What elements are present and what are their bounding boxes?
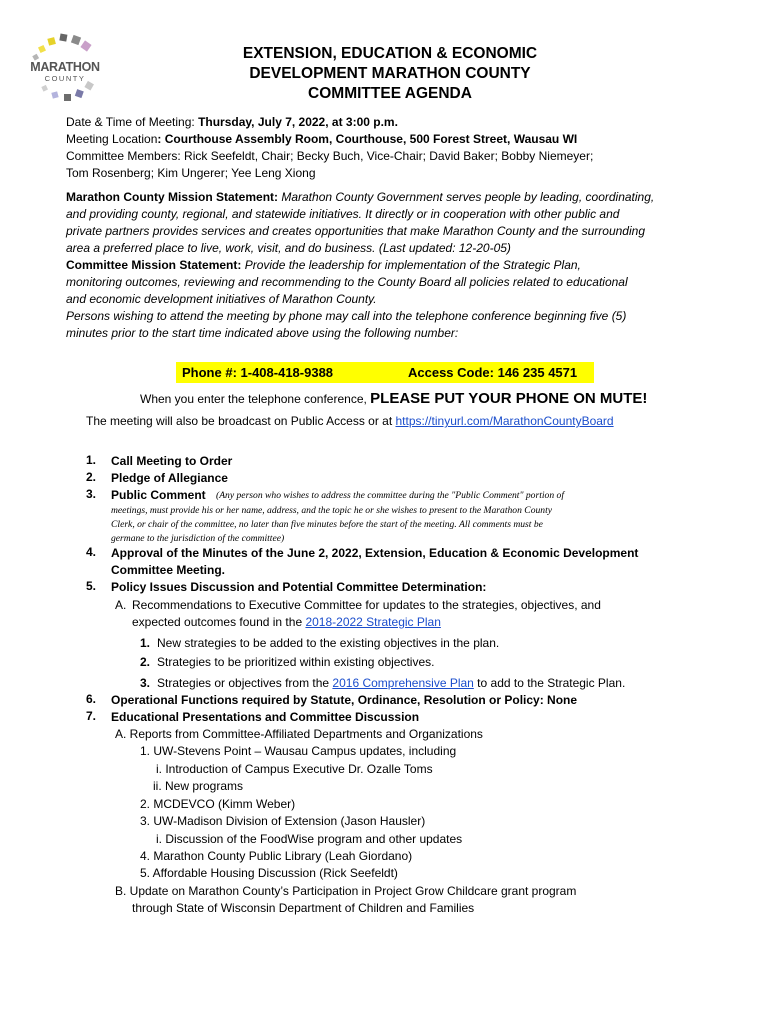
sub-item-reports: A. Reports from Committee-Affiliated Departments and Organizations [115, 727, 483, 741]
comprehensive-plan-link[interactable]: 2016 Comprehensive Plan [332, 676, 474, 690]
public-comment-note: Clerk, or chair of the committee, no later than five minutes before the start of the meeting. All comments must be [111, 519, 543, 530]
page-title [200, 44, 580, 104]
county-mission-text: and providing county, regional, and statewide initiatives. It directly or in cooperation with other public and [66, 207, 620, 221]
location-value: : Courthouse Assembly Room, Courthouse, 500 Forest Street, Wausau WI [157, 132, 578, 146]
marathon-county-logo [20, 30, 110, 108]
phone-info [176, 362, 594, 383]
item-number: 6. [86, 692, 97, 706]
strategy-text: Strategies or objectives from the [157, 676, 333, 690]
sub-item-text: expected outcomes found in the [132, 615, 306, 629]
title-line: COMMITTEE AGENDA [308, 85, 472, 102]
agenda-item-pledge: Pledge of Allegiance [111, 471, 228, 485]
mute-emphasis: PLEASE PUT YOUR PHONE ON MUTE! [370, 390, 648, 407]
committee-members: Committee Members: Rick Seefeldt, Chair; Becky Buch, Vice-Chair; David Baker; Bobby Niemeyer; [66, 149, 594, 163]
date-value: Thursday, July 7, 2022, at 3:00 p.m. [198, 115, 398, 129]
agenda-item-presentations: Educational Presentations and Committee Discussion [111, 710, 420, 724]
mission-statements [66, 189, 756, 342]
strategy-item: Strategies to be prioritized within existing objectives. [157, 655, 435, 669]
meeting-location [66, 131, 756, 148]
county-mission-text: area a preferred place to live, work, visit, and do business. (Last updated: 12-20-05) [66, 241, 511, 255]
strategy-item: New strategies to be added to the existing objectives in the plan. [157, 636, 500, 650]
agenda-item-operational: Operational Functions required by Statute, Ordinance, Resolution or Policy: None [111, 693, 578, 707]
logo-sub: COUNTY [44, 74, 86, 83]
item-number: 1. [86, 453, 97, 467]
committee-members-cont: Tom Rosenberg; Kim Ungerer; Yee Leng Xiong [66, 166, 316, 180]
report-item: 2. MCDEVCO (Kimm Weber) [140, 797, 296, 811]
strategy-number: 3. [140, 676, 151, 690]
county-mission [66, 189, 756, 206]
agenda-item-public-comment: Public Comment [111, 488, 206, 502]
phone-instructions: Persons wishing to attend the meeting by phone may call into the telephone conference beginning five (5) [66, 309, 627, 323]
public-comment-note: germane to the jurisdiction of the committee) [111, 533, 285, 544]
item-number: 2. [86, 470, 97, 484]
committee-mission-text: Provide the leadership for implementation of the Strategic Plan, [244, 258, 581, 272]
date-label: Date & Time of Meeting: [66, 115, 199, 129]
sub-item-label: A. [115, 598, 127, 612]
agenda-item-call-to-order: Call Meeting to Order [111, 454, 233, 468]
broadcast-link[interactable]: https://tinyurl.com/MarathonCountyBoard [395, 414, 614, 428]
item-number: 5. [86, 579, 97, 593]
county-mission-text: Marathon County Government serves people by leading, coordinating, [281, 190, 655, 204]
strategy-number: 1. [140, 636, 151, 650]
phone-instructions: minutes prior to the start time indicated above using the following number: [66, 326, 459, 340]
sub-item-recommendations-cont [132, 614, 441, 631]
county-mission-text: private partners provides services and creates opportunities that make Marathon County and the surrounding [66, 224, 645, 238]
agenda-item-policy: Policy Issues Discussion and Potential Committee Determination: [111, 580, 487, 594]
location-label: Meeting Location [66, 132, 158, 146]
agenda-item-minutes-cont: Committee Meeting. [111, 563, 226, 577]
item-number: 4. [86, 545, 97, 559]
public-comment-note: meetings, must provide his or her name, address, and the topic he or she wishes to present to the Marathon County [111, 505, 553, 516]
item-number: 3. [86, 487, 97, 501]
broadcast-notice [86, 414, 614, 428]
broadcast-prefix: The meeting will also be broadcast on Public Access or at [86, 414, 396, 428]
report-item: 5. Affordable Housing Discussion (Rick Seefeldt) [140, 866, 398, 880]
strategy-text: to add to the Strategic Plan. [473, 676, 626, 690]
county-mission-label: Marathon County Mission Statement: [66, 190, 282, 204]
report-sub-item: i. Introduction of Campus Executive Dr. Ozalle Toms [156, 762, 433, 776]
meeting-info [66, 114, 756, 182]
access-code: Access Code: 146 235 4571 [408, 365, 578, 380]
sub-item-update: B. Update on Marathon County’s Participation in Project Grow Childcare grant program [115, 884, 577, 898]
strategy-number: 2. [140, 655, 151, 669]
committee-mission [66, 257, 756, 274]
report-sub-item: i. Discussion of the FoodWise program and other updates [156, 832, 463, 846]
strategic-plan-link[interactable]: 2018-2022 Strategic Plan [305, 615, 441, 629]
committee-mission-text: monitoring outcomes, reviewing and recommending to the County Board all policies related to educational [66, 275, 628, 289]
report-item: 3. UW-Madison Division of Extension (Jason Hausler) [140, 814, 426, 828]
report-item: 1. UW-Stevens Point – Wausau Campus updates, including [140, 744, 457, 758]
committee-mission-label: Committee Mission Statement: [66, 258, 245, 272]
title-line: EXTENSION, EDUCATION & ECONOMIC [242, 45, 538, 62]
agenda-item-minutes: Approval of the Minutes of the June 2, 2022, Extension, Education & Economic Development [111, 546, 639, 560]
report-sub-item: ii. New programs [153, 779, 244, 793]
logo-name: MARATHON [30, 60, 100, 74]
title-line: DEVELOPMENT MARATHON COUNTY [249, 65, 531, 82]
public-comment-note: (Any person who wishes to address the committee during the "Public Comment" portion of [216, 490, 564, 501]
strategy-item [157, 675, 625, 692]
report-item: 4. Marathon County Public Library (Leah Giordano) [140, 849, 413, 863]
sub-item-recommendations: Recommendations to Executive Committee for updates to the strategies, objectives, and [132, 598, 601, 612]
phone-number: Phone #: 1-408-418-9388 [182, 365, 334, 380]
mute-notice [140, 390, 647, 407]
sub-item-update-cont: through State of Wisconsin Department of Children and Families [132, 901, 475, 915]
meeting-date [66, 114, 756, 131]
mute-prefix: When you enter the telephone conference, [140, 392, 371, 406]
item-number: 7. [86, 709, 97, 723]
committee-mission-text: and economic development initiatives of Marathon County. [66, 292, 377, 306]
